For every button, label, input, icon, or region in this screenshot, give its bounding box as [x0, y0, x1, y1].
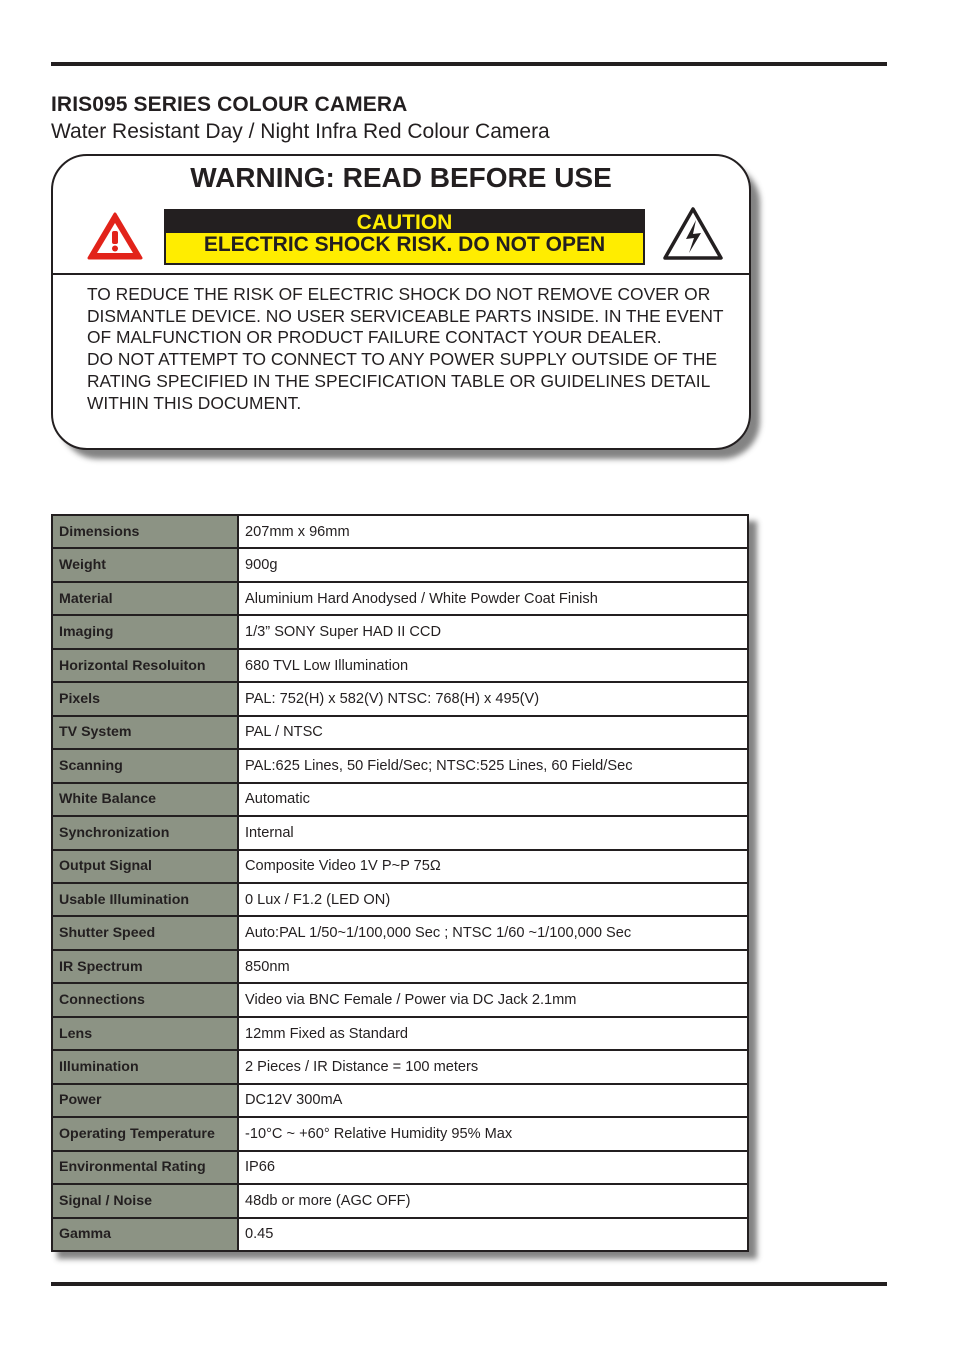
spec-label: Illumination: [52, 1050, 238, 1083]
spec-value: 0 Lux / F1.2 (LED ON): [238, 883, 748, 916]
spec-value: 0.45: [238, 1218, 748, 1251]
warning-heading: WARNING: READ BEFORE USE: [190, 162, 612, 193]
spec-row: [52, 983, 748, 1016]
spec-value: 850nm: [238, 950, 748, 983]
spec-label: Connections: [52, 983, 238, 1016]
spec-row: [52, 1084, 748, 1117]
warning-text: [87, 284, 737, 414]
spec-label: Imaging: [52, 615, 238, 648]
warning-divider: [53, 273, 749, 275]
spec-value: Video via BNC Female / Power via DC Jack 2.1mm: [238, 983, 748, 1016]
spec-row: [52, 816, 748, 849]
spec-label: TV System: [52, 716, 238, 749]
spec-value: 1/3” SONY Super HAD II CCD: [238, 615, 748, 648]
spec-label: Power: [52, 1084, 238, 1117]
spec-label: Output Signal: [52, 850, 238, 883]
spec-label: Gamma: [52, 1218, 238, 1251]
spec-row: [52, 1218, 748, 1251]
page-title: IRIS095 SERIES COLOUR CAMERA: [51, 93, 408, 116]
spec-value: Aluminium Hard Anodysed / White Powder Coat Finish: [238, 582, 748, 615]
spec-value: Automatic: [238, 783, 748, 816]
spec-label: Lens: [52, 1017, 238, 1050]
spec-label: Usable Illumination: [52, 883, 238, 916]
spec-value: 900g: [238, 548, 748, 581]
spec-value: 12mm Fixed as Standard: [238, 1017, 748, 1050]
spec-row: [52, 1184, 748, 1217]
caution-label: [164, 209, 645, 265]
warning-paragraph-2: DO NOT ATTEMPT TO CONNECT TO ANY POWER SUPPLY OUTSIDE OF THE RATING SPECIFIED IN THE SPECIFICATION TABLE OR GUIDELINES DETAIL WITHIN THIS DOCUMENT.: [87, 349, 718, 413]
spec-label: Operating Temperature: [52, 1117, 238, 1150]
spec-value: PAL:625 Lines, 50 Field/Sec; NTSC:525 Lines, 60 Field/Sec: [238, 749, 748, 782]
spec-label: Shutter Speed: [52, 916, 238, 949]
warning-panel: [51, 154, 751, 450]
spec-row: [52, 1050, 748, 1083]
warning-paragraph-1: TO REDUCE THE RISK OF ELECTRIC SHOCK DO NOT REMOVE COVER OR DISMANTLE DEVICE. NO USER SERVICEABLE PARTS INSIDE. IN THE EVENT OF MALFUNCTION OR PRODUCT FAILURE CONTACT YOUR DEALER.: [87, 284, 724, 348]
spec-row: [52, 1117, 748, 1150]
caution-message: ELECTRIC SHOCK RISK. DO NOT OPEN: [203, 233, 606, 256]
spec-label: Material: [52, 582, 238, 615]
spec-row: [52, 749, 748, 782]
spec-row: [52, 615, 748, 648]
spec-value: PAL / NTSC: [238, 716, 748, 749]
spec-row: [52, 1151, 748, 1184]
warning-triangle-icon: [87, 211, 143, 261]
spec-value: 680 TVL Low Illumination: [238, 649, 748, 682]
spec-value: 207mm x 96mm: [238, 515, 748, 548]
spec-label: Synchronization: [52, 816, 238, 849]
spec-label: Weight: [52, 548, 238, 581]
spec-value: PAL: 752(H) x 582(V) NTSC: 768(H) x 495(V): [238, 682, 748, 715]
spec-label: Dimensions: [52, 515, 238, 548]
spec-value: 48db or more (AGC OFF): [238, 1184, 748, 1217]
spec-value: Composite Video 1V P~P 75Ω: [238, 850, 748, 883]
spec-row: [52, 649, 748, 682]
spec-row: [52, 548, 748, 581]
spec-value: IP66: [238, 1151, 748, 1184]
spec-row: [52, 515, 748, 548]
spec-value: Auto:PAL 1/50~1/100,000 Sec ; NTSC 1/60 ~1/100,000 Sec: [238, 916, 748, 949]
spec-label: Pixels: [52, 682, 238, 715]
spec-value: -10°C ~ +60° Relative Humidity 95% Max: [238, 1117, 748, 1150]
spec-row: [52, 950, 748, 983]
spec-label: Signal / Noise: [52, 1184, 238, 1217]
spec-label: Scanning: [52, 749, 238, 782]
spec-label: Environmental Rating: [52, 1151, 238, 1184]
spec-label: IR Spectrum: [52, 950, 238, 983]
spec-row: [52, 1017, 748, 1050]
spec-row: [52, 783, 748, 816]
spec-label: Horizontal Resoluiton: [52, 649, 238, 682]
spec-label: White Balance: [52, 783, 238, 816]
spec-table: [51, 514, 749, 1252]
bottom-rule: [51, 1282, 887, 1286]
spec-row: [52, 682, 748, 715]
top-rule: [51, 62, 887, 66]
page-subtitle: Water Resistant Day / Night Infra Red Colour Camera: [51, 120, 550, 143]
spec-row: [52, 883, 748, 916]
spec-value: DC12V 300mA: [238, 1084, 748, 1117]
caution-title: CAUTION: [166, 211, 643, 233]
spec-row: [52, 582, 748, 615]
spec-row: [52, 716, 748, 749]
spec-row: [52, 916, 748, 949]
spec-value: Internal: [238, 816, 748, 849]
spec-value: 2 Pieces / IR Distance = 100 meters: [238, 1050, 748, 1083]
electric-shock-icon: [662, 206, 724, 262]
spec-row: [52, 850, 748, 883]
